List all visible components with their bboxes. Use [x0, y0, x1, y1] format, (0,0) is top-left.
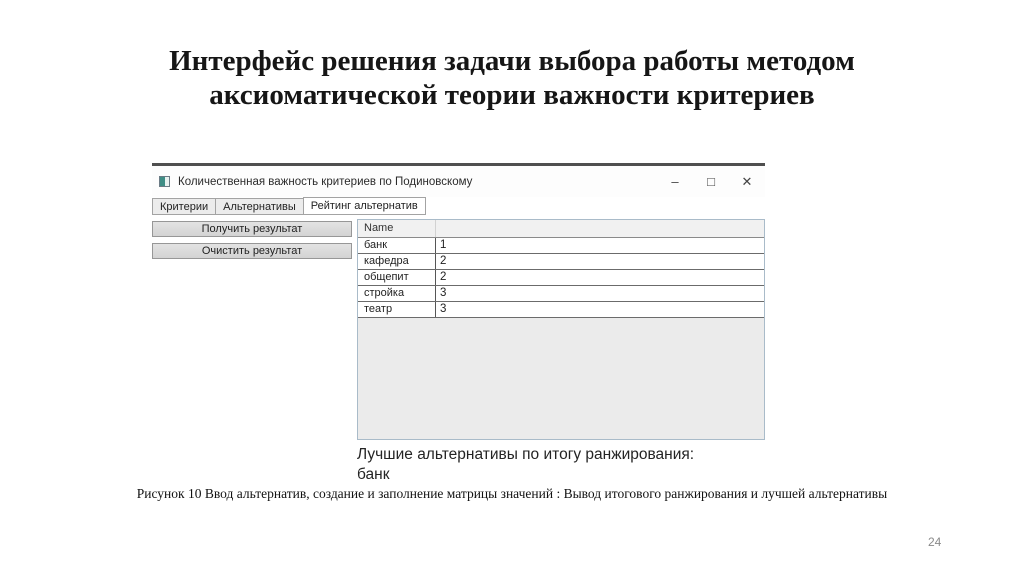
column-header-name[interactable]: Name: [358, 220, 436, 237]
minimize-icon[interactable]: –: [671, 173, 679, 189]
result-value: банк: [357, 466, 390, 483]
clear-result-button[interactable]: Очистить результат: [152, 243, 352, 259]
tab-alternatives[interactable]: Альтернативы: [215, 198, 303, 215]
window-controls: [667, 174, 765, 190]
tab-criteria[interactable]: Критерии: [152, 198, 215, 215]
grid-header-row: [358, 220, 764, 238]
window-titlebar: [152, 166, 765, 197]
app-window-screenshot: [152, 163, 765, 484]
cell-name: кафедра: [358, 254, 436, 269]
result-block: [357, 445, 765, 484]
figure-caption: Рисунок 10 Ввод альтернатив, создание и заполнение матрицы значений : Вывод итогового ранжирования и лучшей альтернативы: [136, 486, 888, 501]
cell-rank: 2: [440, 271, 447, 283]
table-row[interactable]: [358, 286, 764, 302]
results-pane: [357, 219, 765, 484]
table-row[interactable]: [358, 254, 764, 270]
column-header-empty: [436, 220, 764, 237]
table-row[interactable]: [358, 302, 764, 318]
tab-rating-alternatives[interactable]: Рейтинг альтернатив: [303, 197, 426, 215]
table-row[interactable]: [358, 270, 764, 286]
cell-name: стройка: [358, 286, 436, 301]
cell-rank: 3: [440, 287, 447, 299]
maximize-icon[interactable]: □: [707, 173, 715, 189]
table-row[interactable]: [358, 238, 764, 254]
close-icon[interactable]: ✕: [741, 173, 753, 189]
tab-strip: [152, 197, 765, 215]
window-content: [152, 215, 765, 484]
cell-rank: 1: [440, 239, 447, 251]
cell-name: театр: [358, 302, 436, 317]
cell-rank: 2: [440, 255, 447, 267]
window-title: Количественная важность критериев по Подиновскому: [178, 175, 473, 188]
ranking-grid: [357, 219, 765, 440]
actions-pane: [152, 219, 357, 263]
page-title: Интерфейс решения задачи выбора работы методом аксиоматической теории важности критериев: [169, 45, 855, 112]
result-label: Лучшие альтернативы по итогу ранжирования:: [357, 446, 695, 463]
app-icon: [159, 176, 170, 187]
cell-name: банк: [358, 238, 436, 253]
cell-name: общепит: [358, 270, 436, 285]
get-result-button[interactable]: Получить результат: [152, 221, 352, 237]
cell-rank: 3: [440, 303, 447, 315]
page-number: 24: [928, 535, 942, 549]
grid-empty-area: [358, 318, 764, 439]
